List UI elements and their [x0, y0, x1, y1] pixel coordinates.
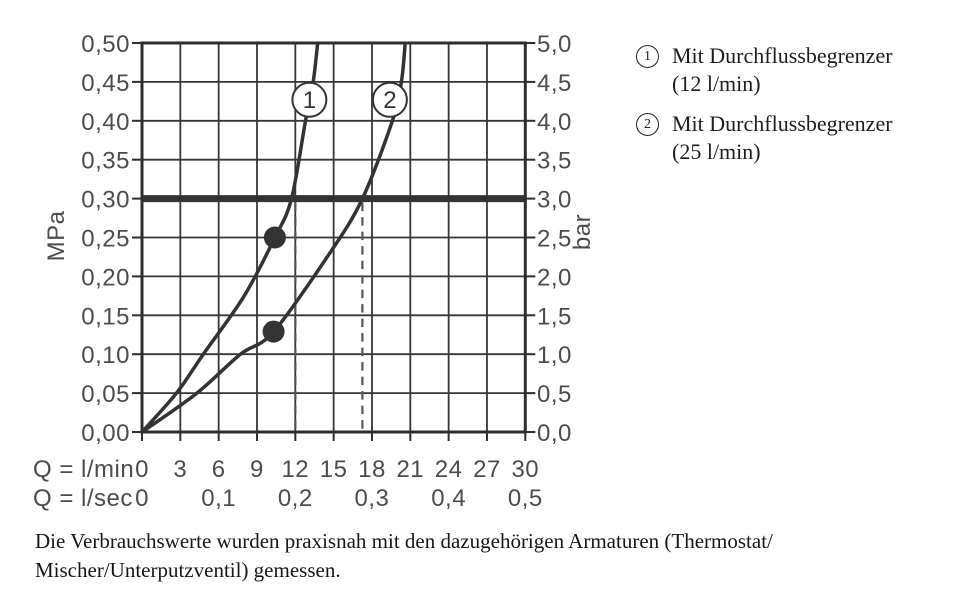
y-right-tick-label: 2,0: [537, 264, 572, 292]
x-lsec-tick-label: 0,5: [507, 485, 543, 512]
x-lmin-tick-label: 24: [434, 456, 463, 483]
legend-text-2: [672, 110, 893, 166]
x-lsec-tick-label: 0,4: [431, 485, 467, 512]
x-axis-lmin-title: Q = l/min: [33, 456, 135, 483]
footnote: [35, 527, 855, 585]
y-left-unit-label: MPa: [43, 210, 70, 262]
legend-item-2: [636, 110, 893, 166]
y-right-tick-label: 0,0: [537, 420, 572, 447]
y-left-tick-label: 0,25: [81, 225, 130, 253]
x-lsec-tick-label: 0: [135, 485, 149, 512]
series-2-badge-number: 2: [383, 86, 397, 114]
legend-item-1: [636, 42, 893, 98]
x-lsec-tick-label: 0,2: [277, 485, 313, 512]
x-lmin-tick-label: 21: [396, 456, 425, 483]
legend-circled-number-1: 1: [636, 45, 659, 68]
y-left-tick-label: 0,15: [81, 303, 130, 331]
y-left-tick-label: 0,40: [81, 108, 130, 136]
series-2-marker-dot: [263, 321, 285, 343]
legend-item-2-line1: Mit Durchflussbegrenzer: [672, 111, 893, 136]
legend-circled-number-2: 2: [636, 113, 659, 136]
y-right-tick-label: 5,0: [537, 31, 572, 58]
y-right-tick-label: 3,0: [537, 186, 572, 214]
y-left-tick-label: 0,50: [81, 31, 130, 58]
x-lsec-tick-label: 0,3: [354, 485, 390, 512]
y-right-tick-label: 1,5: [537, 303, 572, 331]
series-1-badge: [292, 83, 326, 117]
x-lmin-tick-label: 18: [358, 456, 386, 483]
series-1-marker-dot: [264, 227, 286, 249]
footnote-line-2: Mischer/Unterputzventil) gemessen.: [35, 558, 341, 582]
legend-item-1-line2: (12 l/min): [672, 71, 761, 96]
x-lmin-tick-label: 9: [250, 456, 264, 483]
x-lmin-tick-label: 0: [135, 456, 149, 483]
series-2-badge: [373, 83, 407, 117]
x-lmin-tick-label: 3: [173, 456, 188, 483]
x-axis-lsec-title: Q = l/sec: [33, 485, 133, 512]
x-lmin-tick-label: 27: [473, 456, 501, 483]
y-left-tick-label: 0,05: [81, 381, 130, 409]
y-left-tick-label: 0,10: [81, 342, 130, 370]
legend-text-1: [672, 42, 893, 98]
grid-lines: [142, 43, 525, 432]
y-right-tick-label: 3,5: [537, 147, 572, 175]
legend: [636, 42, 893, 178]
x-lmin-tick-label: 30: [511, 456, 540, 483]
x-lmin-tick-label: 12: [281, 456, 310, 483]
y-right-tick-label: 4,0: [537, 108, 572, 136]
y-right-tick-label: 1,0: [537, 342, 572, 370]
legend-item-2-line2: (25 l/min): [672, 139, 761, 164]
y-right-unit-label: bar: [569, 213, 596, 251]
y-right-tick-label: 0,5: [537, 381, 572, 409]
y-left-tick-label: 0,35: [81, 147, 130, 175]
x-lmin-tick-label: 15: [319, 456, 348, 483]
y-left-tick-label: 0,00: [81, 420, 130, 447]
x-lmin-tick-label: 6: [211, 456, 226, 483]
y-left-tick-label: 0,30: [81, 186, 130, 214]
series-1-badge-number: 1: [302, 86, 317, 114]
y-left-tick-label: 0,20: [81, 264, 130, 292]
y-right-tick-label: 4,5: [537, 69, 572, 97]
y-right-tick-label: 2,5: [537, 225, 572, 253]
x-lsec-tick-label: 0,1: [201, 485, 237, 512]
legend-item-1-line1: Mit Durchflussbegrenzer: [672, 43, 893, 68]
footnote-line-1: Die Verbrauchswerte wurden praxisnah mit den dazugehörigen Armaturen (Thermostat/: [35, 529, 773, 553]
y-left-tick-label: 0,45: [81, 69, 130, 97]
